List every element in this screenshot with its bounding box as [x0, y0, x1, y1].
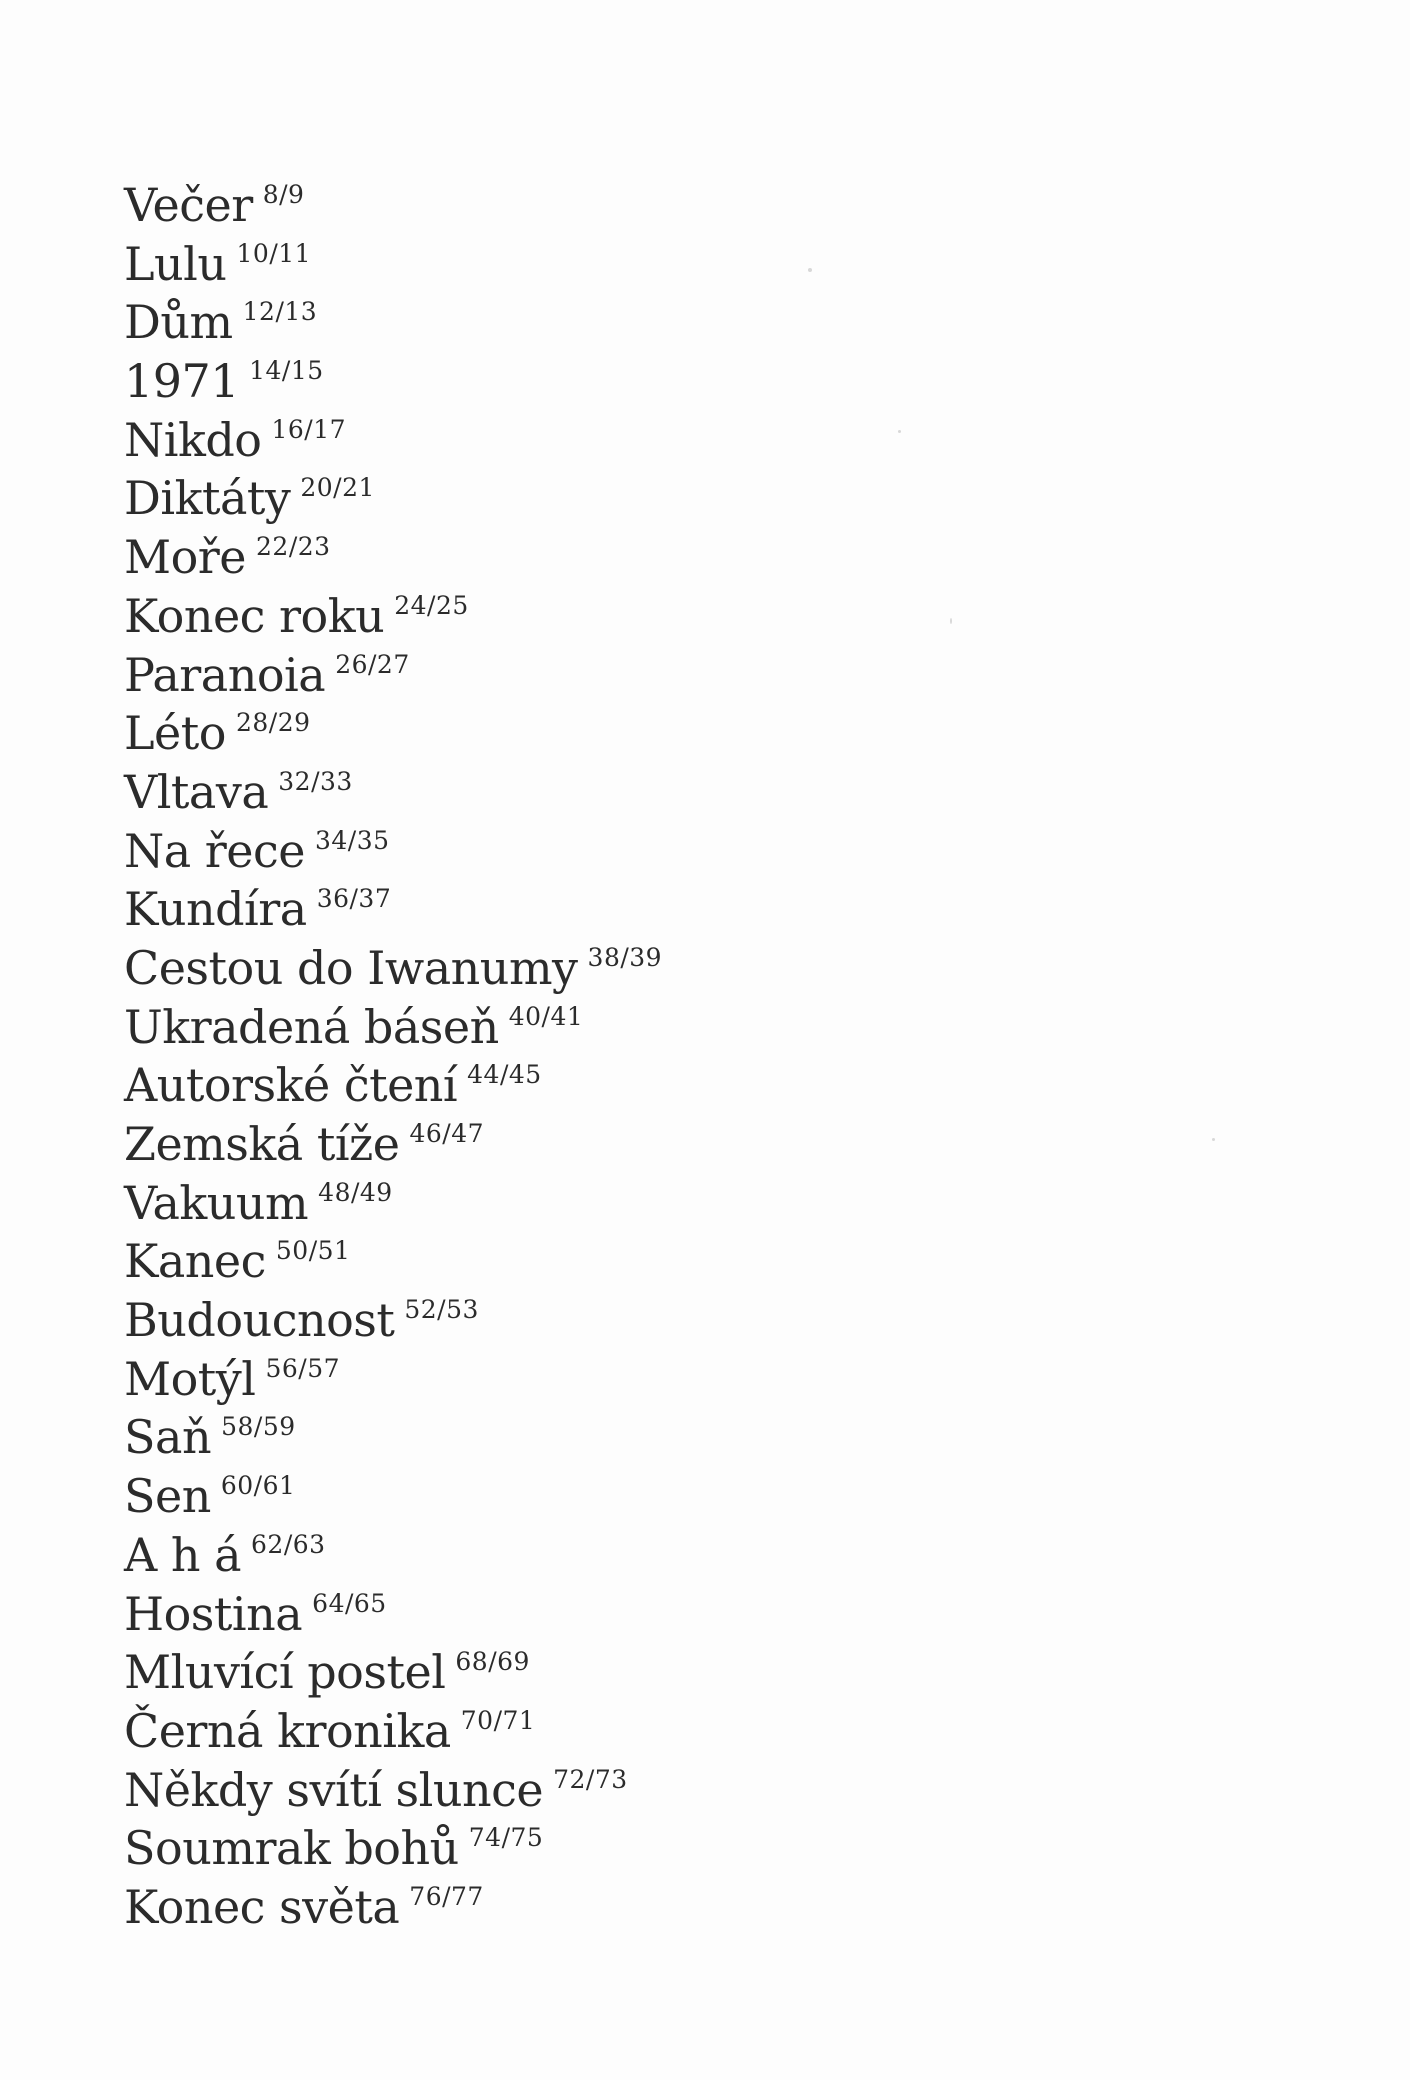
toc-entry	[124, 1526, 662, 1585]
toc-entry-title: Kundíra	[124, 882, 307, 937]
toc-entry-title: Moře	[124, 530, 247, 585]
toc-entry-title: Někdy svítí slunce	[124, 1762, 544, 1817]
toc-entry-title: Paranoia	[124, 647, 326, 702]
toc-entry-title: Vakuum	[124, 1175, 309, 1230]
toc-entry-pages: 74/75	[468, 1823, 544, 1853]
toc-entry-title: Sen	[124, 1469, 211, 1524]
toc-entry-pages: 12/13	[242, 297, 318, 327]
toc-entry-title: Ukradená báseň	[124, 999, 499, 1054]
paper-speck	[950, 618, 952, 624]
toc-entry	[124, 1878, 662, 1937]
toc-entry-title: Budoucnost	[124, 1293, 395, 1348]
toc-entry-title: Lulu	[124, 236, 227, 291]
toc-entry	[124, 352, 662, 411]
toc-entry-pages: 16/17	[271, 414, 347, 444]
toc-entry-pages: 64/65	[312, 1588, 387, 1618]
toc-entry	[124, 939, 662, 998]
toc-entry-pages: 14/15	[249, 356, 324, 386]
toc-entry-title: Mluvící postel	[124, 1645, 446, 1700]
toc-entry-title: Motýl	[124, 1351, 256, 1406]
toc-entry	[124, 1408, 662, 1467]
toc-entry-pages: 70/71	[460, 1705, 536, 1735]
toc-entry	[124, 1291, 662, 1350]
toc-entry-title: Kanec	[124, 1234, 266, 1289]
toc-entry-title: Hostina	[124, 1586, 303, 1641]
toc-entry-title: Konec roku	[124, 588, 385, 643]
toc-entry-title: Léto	[124, 706, 226, 761]
toc-entry-title: 1971	[124, 354, 240, 409]
toc-entry-pages: 68/69	[455, 1647, 530, 1677]
toc-entry-title: A h á	[124, 1527, 242, 1582]
toc-entry-pages: 36/37	[316, 884, 392, 914]
toc-entry-pages: 48/49	[318, 1177, 393, 1207]
toc-entry	[124, 1056, 662, 1115]
toc-entry	[124, 176, 662, 235]
toc-entry	[124, 293, 662, 352]
toc-entry-pages: 72/73	[553, 1764, 628, 1794]
toc-entry-pages: 44/45	[467, 1060, 542, 1090]
toc-entry	[124, 1643, 662, 1702]
toc-entry	[124, 469, 662, 528]
toc-entry	[124, 1819, 662, 1878]
toc-entry-pages: 34/35	[315, 825, 390, 855]
toc-entry-pages: 52/53	[404, 1295, 479, 1325]
toc-entry	[124, 1174, 662, 1233]
toc-entry	[124, 1467, 662, 1526]
toc-entry-pages: 22/23	[256, 532, 331, 562]
toc-entry-title: Vltava	[124, 764, 269, 819]
toc-entry	[124, 528, 662, 587]
toc-entry-pages: 20/21	[300, 473, 375, 503]
toc-entry-title: Diktáty	[124, 471, 291, 526]
toc-entry-pages: 62/63	[251, 1529, 326, 1559]
toc-entry	[124, 411, 662, 470]
toc-entry-title: Na řece	[124, 823, 305, 878]
toc-entry	[124, 1761, 662, 1820]
toc-entry-title: Zemská tíže	[124, 1117, 400, 1171]
toc-entry	[124, 235, 662, 294]
toc-entry-title: Černá kronika	[124, 1703, 451, 1758]
toc-entry-pages: 38/39	[587, 942, 663, 972]
toc-entry-pages: 28/29	[235, 708, 311, 738]
toc-entry-title: Soumrak bohů	[124, 1821, 459, 1876]
toc-entry	[124, 1702, 662, 1761]
toc-entry-title: Dům	[124, 295, 233, 350]
toc-entry-pages: 8/9	[262, 180, 305, 209]
toc-entry-pages: 26/27	[335, 649, 410, 679]
toc-entry	[124, 1585, 662, 1644]
toc-entry-pages: 76/77	[409, 1881, 484, 1911]
toc-entry	[124, 704, 662, 763]
toc-entry-title: Nikdo	[124, 412, 262, 467]
paper-speck	[1212, 1138, 1215, 1141]
toc-entry	[124, 1115, 662, 1174]
toc-entry	[124, 1232, 662, 1291]
toc-entry-pages: 60/61	[220, 1471, 296, 1501]
paper-speck	[808, 268, 812, 272]
toc-entry	[124, 587, 662, 646]
table-of-contents	[124, 176, 662, 1937]
toc-entry-pages: 10/11	[236, 238, 312, 268]
toc-entry-title: Konec světa	[124, 1879, 400, 1934]
paper-speck	[898, 430, 901, 433]
toc-entry-pages: 56/57	[265, 1353, 341, 1383]
toc-entry-title: Cestou do Iwanumy	[124, 940, 578, 995]
toc-entry-pages: 46/47	[409, 1119, 485, 1148]
toc-entry-title: Saň	[124, 1410, 212, 1465]
toc-entry-pages: 58/59	[221, 1412, 296, 1442]
toc-entry-pages: 50/51	[275, 1236, 351, 1266]
toc-entry	[124, 763, 662, 822]
toc-entry	[124, 822, 662, 881]
toc-entry	[124, 998, 662, 1057]
toc-entry-title: Večer	[124, 178, 253, 232]
toc-entry	[124, 646, 662, 705]
toc-entry-pages: 32/33	[278, 766, 353, 796]
toc-entry-pages: 24/25	[394, 590, 469, 620]
toc-entry	[124, 1350, 662, 1409]
toc-entry	[124, 880, 662, 939]
toc-entry-pages: 40/41	[508, 1001, 584, 1031]
toc-entry-title: Autorské čtení	[124, 1058, 458, 1113]
